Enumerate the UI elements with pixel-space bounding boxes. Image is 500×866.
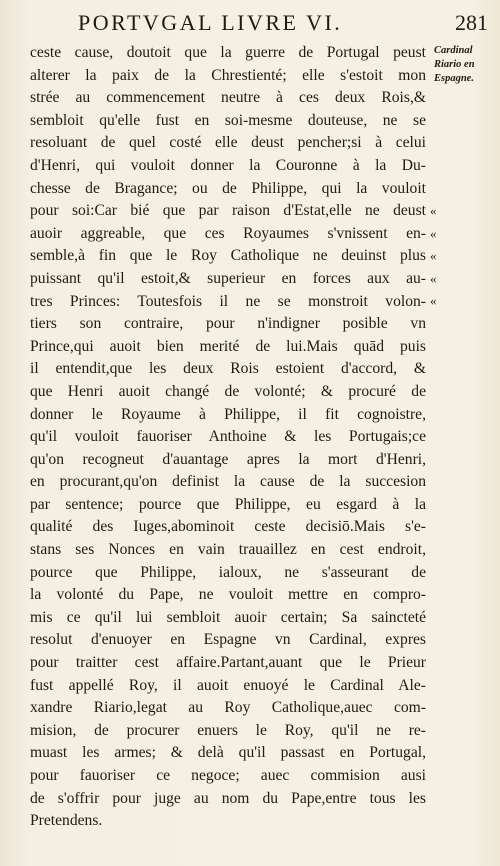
text-line: muast les armes; & delà qu'il passast en Portugal, (30, 744, 426, 762)
text-line: pour traitter cest affaire.Partant,auant que le Prieur (30, 654, 426, 672)
text-line: resolut d'enuoyer en Espagne vn Cardinal, expres (30, 631, 426, 649)
text-line: pource que Philippe, ialoux, ne s'asseurant de (30, 563, 426, 581)
margin-note-line: Espagne. (434, 73, 474, 84)
running-head: PORTVGAL LIVRE VI. (78, 10, 343, 35)
text-line: Prince,qui auoit bien merité de lui.Mais quād puis (30, 337, 426, 355)
text-line: auoir aggreable, que ces Royaumes s'vnissent en- (30, 224, 426, 242)
quotation-mark: « (430, 203, 437, 218)
text-line: sembloit qu'elle fust en soi-mesme douteuse, ne se (30, 111, 426, 129)
text-line: qualité des Iuges,abominoit ceste decisiō.Mais s'e- (30, 518, 426, 536)
text-line: pour soi:Car bié que par raison d'Estat,elle ne deust (30, 202, 426, 220)
margin-note-line: Cardinal (434, 45, 473, 56)
text-line: puissant qu'il estoit,& superieur en forces aux au- (30, 269, 426, 287)
margin-note (434, 44, 498, 86)
text-line: mision, de procurer enuers le Roy, qu'il ne re- (30, 721, 426, 739)
text-line: tres Princes: Toutesfois il ne se monstroit volon- (30, 292, 426, 310)
text-line: xandre Riario,legat au Roy Catholique,auec com- (30, 699, 426, 717)
text-line: semble,à fin que le Roy Catholique ne deuinst plus (30, 247, 426, 265)
text-line: donner le Royaume à Philippe, il fit cognoistre, (30, 405, 426, 423)
text-line: qu'on recogneut d'auantage apres la mort d'Henri, (30, 450, 426, 468)
margin-note-line: Riario en (434, 59, 475, 70)
text-line: qu'il vouloit fauoriser Anthoine & les Portugais;ce (30, 428, 426, 446)
text-line-last: Pretendens. (30, 812, 103, 830)
page-header (78, 10, 488, 44)
text-line: par sentence; pource que Philippe, eu esgard à la (30, 495, 426, 513)
text-line: en procurant,qu'on definist la cause de la succesion (30, 473, 426, 491)
page-number: 281 (455, 10, 488, 35)
text-line: tiers son contraire, pour n'indigner posible vn (30, 315, 426, 333)
text-line: stans ses Nonces en vain trauaillez en cest endroit, (30, 541, 426, 559)
text-line: mis ce qu'il lui sembloit auoir certain; Sa saincteté (30, 608, 426, 626)
text-line: pour fauoriser ce negoce; auec commision ausi (30, 767, 426, 784)
text-line: resoluant de quel costé elle deust pencher;si à celui (30, 134, 426, 152)
text-line: que Henri auoit changé de volonté; & procuré de (30, 382, 426, 400)
text-line: d'Henri, qui vouloit donner la Couronne à la Du- (30, 156, 426, 174)
quotation-mark: « (430, 248, 437, 264)
text-line: il entendit,que les deux Rois estoient d'accord, & (30, 360, 426, 378)
text-line: alterer la paix de la Chrestienté; elle s'estoit mon (30, 66, 426, 84)
text-line: fust appellé Roy, il auoit enuoyé le Cardinal Ale- (30, 676, 426, 694)
text-line: la volonté du Pape, ne vouloit mettre en compro- (30, 586, 426, 604)
quotation-mark: « (430, 225, 437, 241)
quotation-mark: « (430, 270, 437, 286)
text-line: chesse de Bragance; ou de Philippe, qui la vouloit (30, 179, 426, 197)
text-line: ceste cause, doutoit que la guerre de Portugal peust (30, 44, 426, 61)
quotation-marks-column (430, 200, 450, 313)
quotation-mark: « (430, 293, 437, 309)
body-text (30, 42, 426, 833)
text-line: de s'offrir pour juge au nom du Pape,entre tous les (30, 789, 426, 807)
text-line: strée au commencement neutre à ces deux Rois,& (30, 89, 426, 107)
